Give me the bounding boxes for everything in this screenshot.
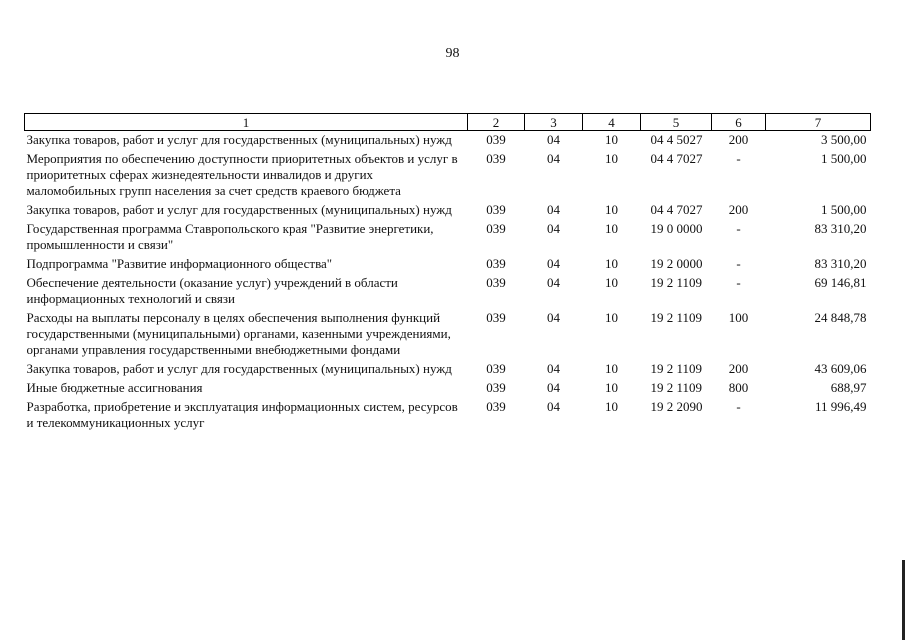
budget-table xyxy=(24,113,871,434)
row-amount: 69 146,81 xyxy=(814,275,867,290)
header-row xyxy=(25,114,871,131)
row-subsection-code: 10 xyxy=(605,399,618,414)
table-row xyxy=(25,399,871,434)
row-target-article: 19 0 0000 xyxy=(650,221,703,236)
row-amount: 83 310,20 xyxy=(814,256,867,271)
row-expense-type: 200 xyxy=(728,132,749,147)
row-expense-type: - xyxy=(736,256,741,271)
row-ministry-code: 039 xyxy=(486,151,506,166)
row-ministry-code: 039 xyxy=(486,256,506,271)
table-row xyxy=(25,151,871,202)
header-col-3: 3 xyxy=(525,114,583,131)
table-row xyxy=(25,131,871,152)
row-name: Обеспечение деятельности (оказание услуг) учреждений в области информационных технологий и связи xyxy=(26,275,398,306)
row-ministry-code: 039 xyxy=(486,399,506,414)
row-name: Закупка товаров, работ и услуг для государственных (муниципальных) нужд xyxy=(26,132,452,147)
row-target-article: 19 2 1109 xyxy=(650,361,703,376)
row-name: Мероприятия по обеспечению доступности приоритетных объектов и услуг в приоритетных сферах жизнедеятельности инвалидов и других маломобильных групп населения за счет средств краевого бюджета xyxy=(26,151,458,198)
row-name: Подпрограмма "Развитие информационного общества" xyxy=(26,256,333,271)
row-section-code: 04 xyxy=(547,380,560,395)
row-section-code: 04 xyxy=(547,151,560,166)
row-ministry-code: 039 xyxy=(486,310,506,325)
row-amount: 1 500,00 xyxy=(821,202,867,217)
row-target-article: 19 2 2090 xyxy=(650,399,703,414)
row-subsection-code: 10 xyxy=(605,361,618,376)
row-name: Закупка товаров, работ и услуг для государственных (муниципальных) нужд xyxy=(26,202,452,217)
table-row xyxy=(25,380,871,399)
row-subsection-code: 10 xyxy=(605,380,618,395)
row-name: Разработка, приобретение и эксплуатация информационных систем, ресурсов и телекоммуникационных услуг xyxy=(26,399,458,430)
header-col-6: 6 xyxy=(712,114,766,131)
row-section-code: 04 xyxy=(547,202,560,217)
row-amount: 688,97 xyxy=(830,380,867,395)
row-ministry-code: 039 xyxy=(486,221,506,236)
row-amount: 24 848,78 xyxy=(814,310,867,325)
header-col-4: 4 xyxy=(583,114,641,131)
row-amount: 83 310,20 xyxy=(814,221,867,236)
row-target-article: 04 4 7027 xyxy=(650,202,703,217)
row-target-article: 04 4 7027 xyxy=(650,151,703,166)
row-expense-type: 200 xyxy=(728,361,749,376)
row-ministry-code: 039 xyxy=(486,132,506,147)
row-section-code: 04 xyxy=(547,361,560,376)
row-amount: 1 500,00 xyxy=(821,151,867,166)
row-name: Расходы на выплаты персоналу в целях обеспечения выполнения функций государственными (муниципальными) органами, казенными учреждениями, органами управления государственными внебюджетными фондами xyxy=(26,310,451,357)
row-target-article: 19 2 1109 xyxy=(650,380,703,395)
row-section-code: 04 xyxy=(547,256,560,271)
row-subsection-code: 10 xyxy=(605,221,618,236)
row-expense-type: 200 xyxy=(728,202,749,217)
table-row xyxy=(25,310,871,361)
row-subsection-code: 10 xyxy=(605,275,618,290)
row-subsection-code: 10 xyxy=(605,256,618,271)
table-row xyxy=(25,361,871,380)
row-subsection-code: 10 xyxy=(605,132,618,147)
row-expense-type: - xyxy=(736,275,741,290)
row-name: Закупка товаров, работ и услуг для государственных (муниципальных) нужд xyxy=(26,361,452,376)
row-expense-type: - xyxy=(736,399,741,414)
row-expense-type: - xyxy=(736,151,741,166)
header-col-2: 2 xyxy=(468,114,525,131)
header-col-7: 7 xyxy=(766,114,871,131)
row-ministry-code: 039 xyxy=(486,202,506,217)
table-row xyxy=(25,275,871,310)
row-ministry-code: 039 xyxy=(486,275,506,290)
table-row xyxy=(25,256,871,275)
row-expense-type: 100 xyxy=(728,310,749,325)
row-expense-type: 800 xyxy=(728,380,749,395)
row-section-code: 04 xyxy=(547,221,560,236)
header-col-5: 5 xyxy=(641,114,712,131)
row-section-code: 04 xyxy=(547,132,560,147)
table-row xyxy=(25,202,871,221)
row-section-code: 04 xyxy=(547,399,560,414)
row-name: Иные бюджетные ассигнования xyxy=(26,380,203,395)
row-section-code: 04 xyxy=(547,310,560,325)
row-subsection-code: 10 xyxy=(605,202,618,217)
row-target-article: 19 2 1109 xyxy=(650,275,703,290)
row-section-code: 04 xyxy=(547,275,560,290)
row-subsection-code: 10 xyxy=(605,151,618,166)
row-amount: 11 996,49 xyxy=(814,399,867,414)
row-ministry-code: 039 xyxy=(486,361,506,376)
row-name: Государственная программа Ставропольского края "Развитие энергетики, промышленности и связи" xyxy=(26,221,434,252)
row-ministry-code: 039 xyxy=(486,380,506,395)
row-subsection-code: 10 xyxy=(605,310,618,325)
header-col-1: 1 xyxy=(25,114,468,131)
table-row xyxy=(25,221,871,256)
page-number: 98 xyxy=(445,46,460,61)
row-target-article: 04 4 5027 xyxy=(650,132,703,147)
row-amount: 43 609,06 xyxy=(814,361,867,376)
row-amount: 3 500,00 xyxy=(821,132,867,147)
row-target-article: 19 2 1109 xyxy=(650,310,703,325)
row-target-article: 19 2 0000 xyxy=(650,256,703,271)
row-expense-type: - xyxy=(736,221,741,236)
